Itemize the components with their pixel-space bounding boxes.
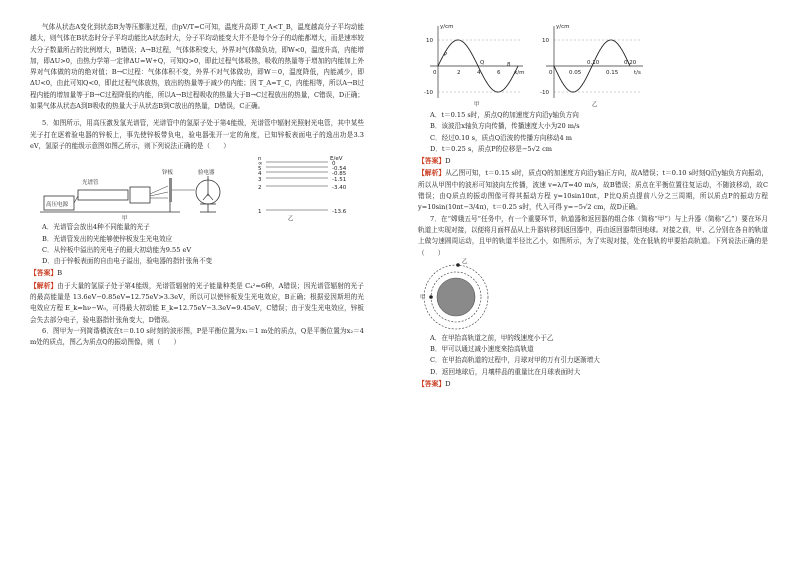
g2-tick-y-bottom: -10 xyxy=(540,90,549,96)
question-6: 6．图甲为一列简谐横波在t＝0.10 s时刻的波形图，P是平衡位置为x₁＝1 m处的质点，Q是平衡位置为x₂＝4 m处的质点，图乙为质点Q的振动图像，则（ ） xyxy=(30,326,364,347)
analysis-6 xyxy=(418,168,768,213)
analysis-5-text: 由于大量的氢原子处于第4能级，光谱管辐射的光子能量种类是 C₄²=6种，A错误；因光谱管辐射的光子的最高能量是 13.6eV−0.85eV=12.75eV>3.3eV，所以可以使锌板发生光电效应，B正确；根据爱因斯坦的光电效应方程 E_k=hν−W₀，可得最大初动能 E_k=12.75eV−3.3eV=9.45eV，C错误；由于发生光电效应，锌板会失去部分电子，验电器指针张角变大，D错误。 xyxy=(30,281,364,324)
orbit-label-jia: 甲 xyxy=(420,294,426,301)
option-5c: C．从锌板中溢出的光电子的最大初动能为9.55 eV xyxy=(42,245,192,254)
label-n: n xyxy=(258,156,262,163)
g1-xlabel: x/m xyxy=(514,70,525,76)
g1-tick-y-top: 10 xyxy=(426,38,433,44)
orbit-figure xyxy=(418,258,768,331)
orbit-label-yi: 乙 xyxy=(462,258,468,265)
level-n-0: ∞ xyxy=(258,161,263,168)
left-column xyxy=(30,22,364,349)
g1-tick-y-bottom: -10 xyxy=(424,90,433,96)
orbit-diagram xyxy=(418,261,508,331)
analysis-tag: 【解析】 xyxy=(30,281,58,290)
label-power-source: 高压电源 xyxy=(46,202,69,209)
option-6b: B．该波沿x轴负方向传播，传播速度大小为20 m/s xyxy=(430,122,580,131)
level-e-0: 0 xyxy=(332,161,336,168)
g2-name: 乙 xyxy=(592,102,598,108)
option-6a: A．t＝0.15 s时，质点Q的加速度方向沿y轴负方向 xyxy=(430,111,579,119)
g1-tick-x-4: 4 xyxy=(477,70,481,76)
answer-tag-7: 【答案】 xyxy=(418,380,446,389)
answer-5-value: B xyxy=(57,269,63,278)
label-lamp: 光谱管 xyxy=(82,180,99,187)
option-5b: B．光谱管发出的光能够使锌板发生光电效应 xyxy=(42,234,173,243)
answer-6 xyxy=(418,156,768,167)
apparatus-diagram xyxy=(30,156,364,220)
g2-tick-x-0: 0 xyxy=(549,70,553,76)
answer-6-value: D xyxy=(445,157,451,166)
right-column xyxy=(418,22,768,391)
option-6c: C．经过0.10 s，质点Q沿波的传播方向移动4 m xyxy=(430,133,573,142)
paragraph-analysis-q4: 气体从状态A变化到状态B为等压膨胀过程，由pV/T=C可知，温度升高即 T_A<T_B，温度越高分子平均动能越大，则气体在B状态时分子平均动能比A状态时大，分子平均动能变大并不是每个分子的动能都增大，而是速率较大分子数量所占的比例增大，B错误；A→B过程，气体体积变大，外界对气体做负功，即W<0，温度升高，内能增加，即ΔU>0，由热力学第一定律ΔU=W+Q，可知Q>0，即此过程气体吸热，吸收的热量等于增加的内能加上外界对气体做的功的绝对值；B→C过程：气体体积不变，外界不对气体做功，即W＝0，温度降低，内能减少，即ΔU<0，由此可知Q<0，即此过程气体放热，放出的热量等于减少的内能；因 T_A=T_C，内能相等，所以A→B过程内能的增加量等于B→C过程降低的内能，所以A→B过程吸收的热量大于B→C过程放出的热量，C错误，D正确；如果气体从状态A到B吸收的热量大于从状态B到C放出的热量，D错误，C正确。 xyxy=(30,23,364,111)
label-energy: E/eV xyxy=(330,156,343,163)
option-7c: C．在甲抬高轨道的过程中，月球对甲的万有引力逐渐增大 xyxy=(430,356,600,365)
option-5a: A．光谱管会放出4种不同能量的光子 xyxy=(42,223,150,232)
analysis-tag-6: 【解析】 xyxy=(418,169,446,178)
label-jia: 甲 xyxy=(122,216,128,223)
level-n-4: 2 xyxy=(258,185,262,192)
g2-tick-y-top: 10 xyxy=(542,38,549,44)
option-6d: D．t＝0.25 s，质点P的位移是−5√2 cm xyxy=(430,144,553,153)
g1-tick-x-8: 8 xyxy=(507,62,511,68)
level-n-5: 1 xyxy=(258,209,262,216)
energy-level-lines xyxy=(266,162,328,210)
level-n-1: 5 xyxy=(258,166,262,173)
wave-graphs xyxy=(418,22,768,108)
g1-ylabel: y/cm xyxy=(440,24,454,30)
question-5: 5．如图所示，用高压激发氢光谱管，光谱管中的氢原子处于第4能级，光谱管中辐射光照射光电管，其中某些光子打在逐着验电器的锌板上，事先使锌板带负电，验电器张开一定的角度，已知锌板表面电子的逸出功是3.3 eV，氢原子的能级示意图如图乙所示，则下列说法正确的是（ ） xyxy=(30,119,364,150)
answer-tag: 【答案】 xyxy=(30,269,58,278)
option-7a: A．在甲抬高轨道之前，甲的线速度小于乙 xyxy=(430,333,554,342)
option-5d: D．由于锌板表面的自由电子溢出，验电器的指针张角不变 xyxy=(42,257,213,266)
g2-tick-x-015: 0.15 xyxy=(606,70,619,76)
level-e-5: -13.6 xyxy=(332,209,347,216)
question-7: 7．在“嫦娥五号”任务中，有一个重要环节，轨道器和返回器的组合体（简称“甲”）与上升器（简称“乙”）要在环月轨道上实现对接，以便将月面样品从上升器转移到返回器中，再由返回器带回地球。对接之前，甲、乙分别在各自的轨道上做匀速圆周运动，且甲的轨道半径比乙小，如图所示，为了实现对接，处在低轨的甲要抬高轨道。下列说法正确的是（ ） xyxy=(418,214,768,257)
level-e-4: -3.40 xyxy=(332,185,347,192)
label-electroscope: 验电器 xyxy=(198,170,215,177)
g1-tick-x-2: 2 xyxy=(457,70,461,76)
answer-tag-6: 【答案】 xyxy=(418,157,446,166)
g2-ylabel: y/cm xyxy=(556,24,570,30)
answer-5 xyxy=(30,268,364,279)
answer-7 xyxy=(418,379,768,390)
label-yi: 乙 xyxy=(288,216,294,223)
level-e-1: -0.54 xyxy=(332,166,347,173)
option-7b: B．甲可以通过减小速度来抬高轨道 xyxy=(430,345,534,354)
analysis-5 xyxy=(30,281,364,326)
figure-photoelectric xyxy=(30,156,364,223)
g2-tick-x-020: 0.20 xyxy=(624,60,637,66)
label-zinc: 锌板 xyxy=(162,170,174,177)
option-7d: D．返回地球后，月壤样品的重量比在月球表面时大 xyxy=(430,367,581,376)
g2-tick-x-010: 0.10 xyxy=(587,60,600,66)
g1-point-q: Q xyxy=(480,60,485,66)
g2-xlabel: t/s xyxy=(634,70,641,76)
g1-tick-x-0: 0 xyxy=(433,70,437,76)
g1-point-p: P xyxy=(444,52,448,58)
level-e-3: -1.51 xyxy=(332,177,347,184)
answer-7-value: D xyxy=(445,380,451,389)
g1-tick-x-6: 6 xyxy=(497,70,501,76)
level-e-2: -0.85 xyxy=(332,171,347,178)
analysis-6-text: 从乙图可知，t＝0.15 s时，质点Q的加速度方向沿y轴正方向，故A错误；t＝0.10 s时刻Q沿y轴负方向振动，所以从甲图中的波形可知波向左传播，波速 v=λ/T=40 m/s，故B错误；质点在平衡位置往复运动，不随波移动，故C错误；由Q质点的振动图像可得其振动方程 y=10sin10πt，P比Q质点提前八分之三周期，所以质点P的振动方程 y=10sin(10πt−3/4π)，t＝0.25 s时，代入可得 y=−5√2 cm，故D正确。 xyxy=(418,169,768,212)
g1-name: 甲 xyxy=(474,102,480,108)
g2-tick-x-005: 0.05 xyxy=(569,70,582,76)
level-n-3: 3 xyxy=(258,177,262,184)
level-n-2: 4 xyxy=(258,171,262,178)
